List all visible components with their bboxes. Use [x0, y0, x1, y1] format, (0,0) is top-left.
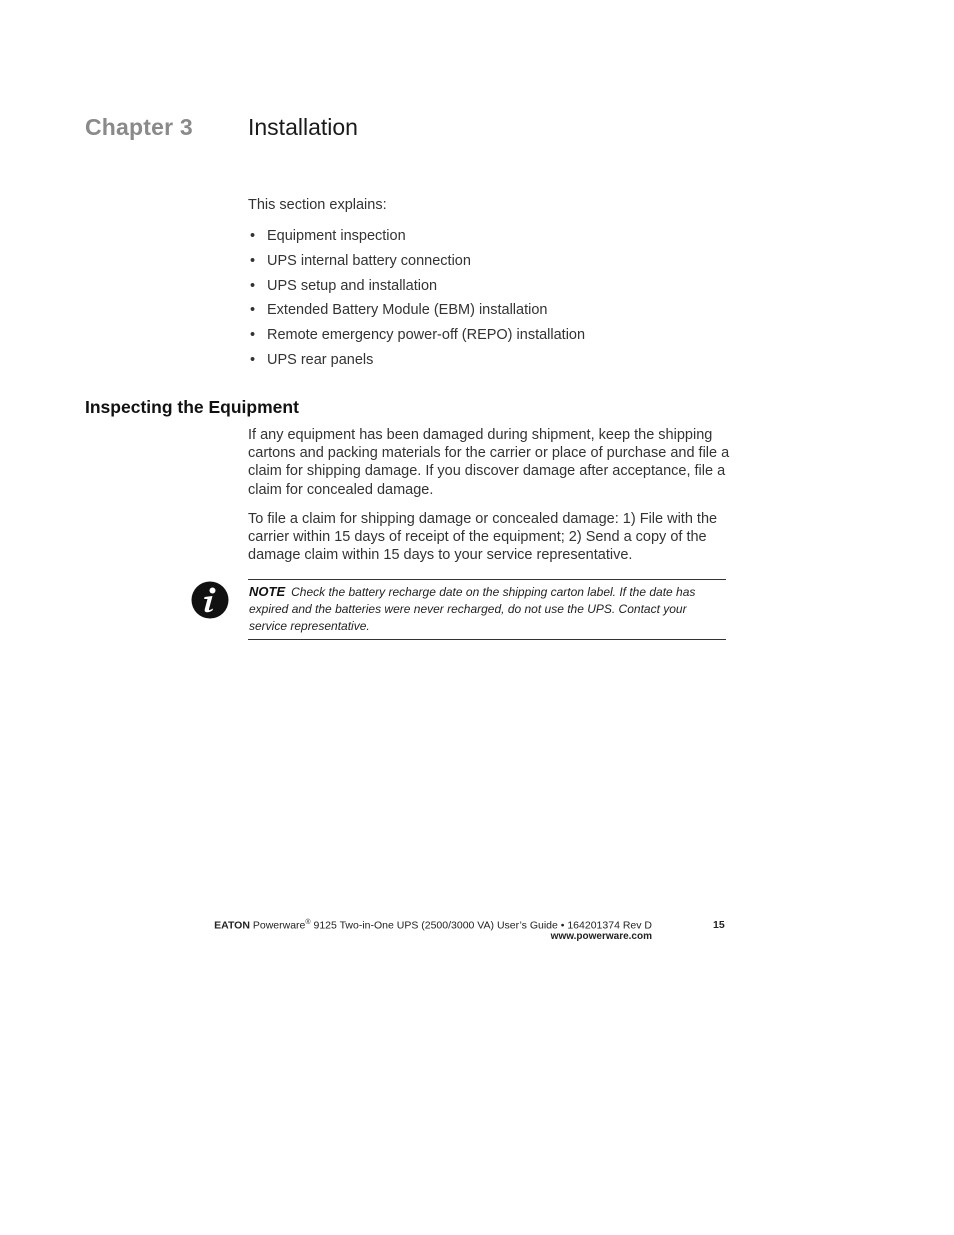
bullet-icon: •	[250, 277, 256, 294]
list-item-text: UPS rear panels	[267, 351, 374, 368]
list-item	[248, 251, 585, 276]
bullet-icon: •	[250, 302, 256, 319]
bullet-icon: •	[250, 252, 256, 269]
chapter-label: Chapter 3	[85, 114, 193, 140]
paragraph-claim: To file a claim for shipping damage or concealed damage: 1) File with the carrier within 15 days of receipt of the equipment; 2) Send a copy of the damage claim within 15 days to your service representative.	[248, 511, 718, 564]
footer-title-line	[214, 919, 652, 932]
list-item	[248, 300, 585, 325]
page-number: 15	[713, 919, 725, 931]
list-item-text: Remote emergency power-off (REPO) installation	[267, 327, 586, 344]
list-item	[248, 350, 585, 375]
footer-brand: EATON	[214, 919, 250, 932]
list-item-text: UPS internal battery connection	[267, 252, 471, 269]
intro-text: This section explains:	[248, 197, 387, 213]
bullet-icon: •	[250, 327, 256, 344]
list-item-text: Extended Battery Module (EBM) installation	[267, 302, 548, 319]
footer-product: Powerware	[252, 919, 306, 932]
info-icon	[191, 581, 229, 619]
section-heading: Inspecting the Equipment	[85, 397, 299, 417]
list-item	[248, 325, 585, 350]
bullet-icon: •	[250, 228, 256, 244]
note-label: NOTE	[249, 584, 286, 599]
bullet-icon: •	[250, 351, 256, 368]
note-box	[248, 579, 726, 640]
paragraph-inspection: If any equipment has been damaged during shipment, keep the shipping cartons and packing materials for the carrier or place of purchase and file a claim for shipping damage. If you discover damage after acceptance, file a claim for concealed damage.	[248, 427, 730, 498]
footer-url: www.powerware.com	[550, 931, 652, 942]
chapter-title: Installation	[248, 114, 358, 140]
footer-doc-title: 9125 Two-in-One UPS (2500/3000 VA) User’s Guide • 164201374 Rev D	[310, 919, 652, 932]
list-item-text: UPS setup and installation	[267, 277, 438, 294]
topic-list	[248, 226, 585, 375]
list-item-text: Equipment inspection	[267, 228, 406, 244]
list-item	[248, 226, 585, 251]
footer-registered-mark: ®	[305, 919, 311, 926]
note-text: Check the battery recharge date on the shipping carton label. If the date has expired and the batteries were never recharged, do not use the UPS. Contact your service representative.	[249, 585, 696, 633]
list-item	[248, 276, 585, 301]
